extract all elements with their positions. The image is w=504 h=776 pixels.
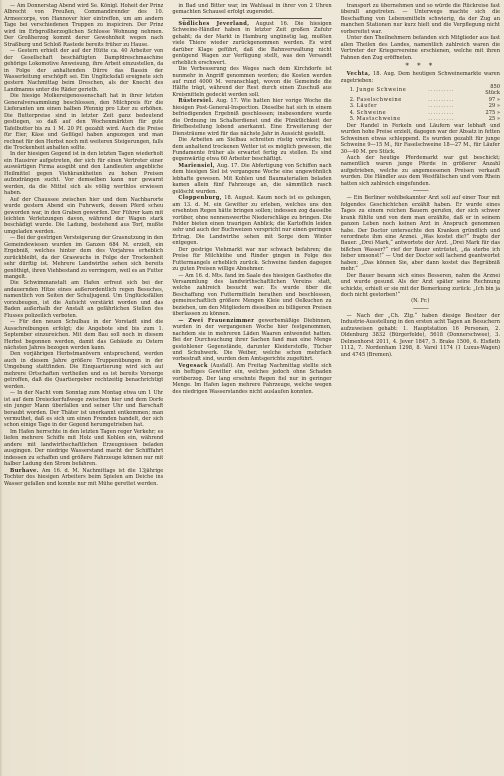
article-with-dateline: [341, 71, 500, 84]
article-text: (Ausfall). Am Freitag Nachmittag stellte sich ein heftiges Gewitter ein, welches jedoch ohne Schaden vorüberzog. Der lang ersehnte Regen fiel nur in geringer Menge. Im Hafen lagen mehrere Fahrzeuge, welche wegen des niedrigen Wasserstandes nicht auslaufen konnten.: [172, 362, 332, 395]
dateline: Rüstersiel.: [178, 98, 214, 105]
section-rule: [182, 18, 321, 19]
column-right: [341, 3, 500, 774]
article-paragraph: — Für den neuen Schulbau in der Vorstadt sind die Ausschreibungen erfolgt; die Angebote sind bis zum 1. September einzureichen. Mit dem Bau soll noch in diesem Herbst begonnen werden, damit das Gebäude zu Ostern nächsten Jahres bezogen werden kann.: [4, 319, 164, 352]
article-paragraph: Auf der Chaussee zwischen hier und dem Nachbarorte wurde gestern Abend ein Fuhrwerk, dessen Pferd scheu geworden war, in den Graben geworfen. Der Führer kam mit leichten Verletzungen davon, während der Wagen stark beschädigt wurde. Die Ladung, bestehend aus Torf, mußte umgeladen werden.: [4, 196, 164, 235]
article-paragraph: Der Handel in Ferkeln und Läufern war lebhaft und wurden hohe Preise erzielt, dagegen war der Absatz in fetten Schweinen etwas schleppend. Es wurden gezahlt für junge Schweine 9—15 M., für Faselschweine 18—27 M., für Läufer 30—40 M. pro Stück.: [340, 122, 500, 155]
row-count: 275 »: [485, 109, 500, 116]
article-paragraph: — Gestern erhielt der auf der Hütte ca. 40 Arbeiter von der Gesellschaft beschäftigten Dampfdreschmaschine gehörige Lokomotive Anweisung, ihre Arbeit einzustellen, da in Folge der anhaltenden Dürre das Bassin der Wasserleitung erschöpft sei. Ein Unglücksfall ereignete sich gestern Nachmittag beim Dreschen, als der Knecht des Landmanns unter die Räder gerieth.: [4, 48, 164, 93]
article-text: Am 16. d. M. Nachmittags ist die 13jährige Tochter des hiesigen Arbeiters beim Spielen am Deiche ins Wasser gefallen und konnte nur mit Mühe gerettet werden.: [4, 467, 164, 487]
article-with-dateline: [172, 363, 331, 395]
article-paragraph: — Am Donnerstag Abend wird Se. Königl. Hoheit der Prinz Albrecht von Preußen, Commandirender des 10. Armeecorps, von Hannover hier eintreffen, um am andern Tage bei verschiedenen Truppen zu inspiciren. Der Prinz wird im Erbgroßherzoglichen Schlosse Wohnung nehmen. Der Großherzog kommt derer Gewohnheit wegen nach Straßburg und Schloß Rastede bereits früher zu Hause.: [4, 3, 164, 48]
dateline: Vegesack: [178, 362, 208, 369]
article-with-dateline: [172, 163, 331, 195]
article-text: 18. August. Kaum noch ist es gelungen, am 13. d. M. ein Gewitter zu erleben, welches uns den ersehnten Regen hätte bringen sollen; indessen zog dasselbe vorüber, ohne nennenswerthe Niederschläge zu bringen. Die Felder bieten einen traurigen Anblick; die Kartoffeln leiden sehr und auch der Buchweizen verspricht nur einen geringen Ertrag. Die Landwirthe sehen mit Sorge dem Winter entgegen.: [172, 195, 332, 247]
columns: [4, 3, 500, 774]
row-dots: ..........: [428, 109, 455, 116]
asterism-separator: * * *: [405, 62, 436, 71]
article-paragraph: Die Arbeiten am Sielbau schreiten rüstig vorwärts; bei dem anhaltend trockenen Wetter ist es möglich gewesen, die Fundamente früher als erwartet fertig zu stellen. Es sind gegenwärtig etwa 60 Arbeiter beschäftigt.: [172, 137, 332, 163]
article-text: Aug. 17. Die Abfertigung von Schiffen nach dem hiesigen Siel ist vergangene Woche eine ungewöhnlich lebhafte gewesen. Mit Kohlen und Baumaterialien beladen kamen allein fünf Fahrzeuge an, die sämmtlich rasch gelöscht wurden.: [172, 162, 332, 195]
dateline: Vechta,: [346, 71, 371, 78]
source-attribution: (N. Fr.): [411, 298, 430, 305]
row-number: 2.: [349, 96, 355, 103]
row-number: 1.: [349, 87, 355, 94]
article-paragraph: In der hiesigen Gegend ist in den letzten Tagen wiederholt ein Hausirer aufgetreten, der sich für einen Vertreter einer auswärtigen Firma ausgibt und den Landleuten angebliche Heilmittel gegen Viehkrankheiten zu hohen Preisen aufzudrängen sucht. Vor demselben kann nur gewarnt werden, da die Mittel sich als völlig werthlos erwiesen haben.: [4, 151, 164, 197]
row-dots: ..........: [428, 87, 455, 94]
column-middle: [172, 3, 331, 774]
row-category: Faselschweine: [356, 96, 402, 103]
article-paragraph: — Am 16. d. Mts. fand im Saale des hiesigen Gasthofes die Versammlung des landwirthschaftlichen Vereins statt, welche zahlreich besucht war. Es wurde über die Beschaffung von Futtermitteln berathen und beschlossen, gemeinschaftlich größere Mengen Kleie und Oelkuchen zu beziehen, um den Mitgliedern dieselben zu billigeren Preisen überlassen zu können.: [172, 272, 332, 318]
article-with-dateline: [4, 468, 163, 487]
article-paragraph: — Ein Berliner wohlbekannter Arzt soll auf einer Tour mit folgendes Geschichtchen erzählt haben. Er wurde eines Tages zu einem reichen Bauern gerufen, der sich schwer krank fühlte und von dem man erzählte, daß er in seinem ganzen Leben noch keinen Arzt in Anspruch genommen habe. Der Doctor untersuchte den Kranken gründlich und verordnete ihm eine Arznei. „Was kostet die?“ fragte der Bauer. „Drei Mark,“ antwortete der Arzt. „Drei Mark für das bißchen Wasser?“ rief der Bauer entrüstet, „da sterbe ich lieber umsonst!“ — Und der Doctor soll lachend geantwortet haben: „Das können Sie, aber dann kostet das Begräbniß mehr.“: [340, 195, 500, 273]
article-paragraph: Der Bauer besann sich eines Besseren, nahm die Arznei und wurde gesund. Als der Arzt später seine Rechnung schickte, erhielt er sie mit der Bemerkung zurück: „Ich bin ja doch nicht gestorben!“: [340, 272, 500, 299]
article-text: 18. Aug. Dem heutigen Schweinemarkte waren zugetrieben:: [340, 71, 500, 84]
row-count: 850 Stück: [485, 83, 500, 97]
article-with-dateline: [172, 21, 331, 66]
article-paragraph: Die Schwimmanstalt am Hafen erfreut sich bei der andauernden Hitze eines außerordentlich regen Besuches, namentlich von Seiten der Schuljugend. Um Unglücksfällen vorzubeugen, ist die Aufsicht verstärkt worden und das Baden außerhalb der Anstalt an gefährlichen Stellen des Flusses polizeilich verboten.: [4, 280, 164, 319]
article-text: August 16. Die hiesigen Schweine-Händler haben in letzter Zeit großen Zufuhr gehabt; da der Markt in Hamburg ungünstig lag, mußten viele Thiere wieder zurückgenommen werden. Es wird darüber Klage geführt, daß die Bahnverwaltung nicht genügend Wagen zur Verfügung stellt, was den Versandt erheblich erschwert.: [172, 20, 332, 66]
market-table: [341, 84, 500, 123]
article-paragraph: Die hiesige Molkereigenossenschaft hat in ihrer letzten Generalversammlung beschlossen, den Milchpreis für die Lieferanten um einen halben Pfennig pro Liter zu erhöhen. Die Butterpreise sind in letzter Zeit ganz bedeutend gestiegen, so daß auf den Wochenmärkten für gute Tafelbutter bis zu 1 M. 20 Pf. gezahlt wird. Auch die Preise für Eier, Käse und Geflügel haben angezogen und man rechnet für den Herbst noch mit weiteren Steigerungen, falls die Trockenheit anhalten sollte.: [4, 93, 164, 151]
row-number: 3.: [349, 103, 355, 110]
article-paragraph: Der gestrige Viehmarkt war nur schwach befahren; die Preise für Milchkühe und Rinder gingen in Folge des Futtermangels erheblich zurück. Schweine fanden dagegen zu guten Preisen willige Abnehmer.: [172, 246, 332, 273]
row-number: 4.: [349, 109, 355, 116]
row-dots: ..........: [428, 116, 455, 123]
row-dots: ..........: [428, 96, 455, 103]
row-count: 97 »: [488, 96, 500, 103]
dateline: Südliches Jeverland,: [178, 20, 250, 27]
article-paragraph: transport zu übernehmen und so würde die Rückreise fast überall angetreten. — Unterwegs machte sich die Beschaffung von Lebensmitteln schwierig, da der Zug an manchen Stationen nur kurz hielt und die Verpflegung nicht vorbereitet war.: [340, 3, 500, 35]
article-paragraph: — Nach der „Ch. Ztg.“ haben diesige Besitzer der Industrie-Ausstellung in den ersten acht Tagen an Besuchern aufzuweisen gehabt: 1. Hauptstation 16 Personen, 2. Oldenburg 3832 (Bürgerfelde), 5618 (Donnerschwee), 3. Delmenhorst 2011, 4. Jever 1847, 5. Brake 1506, 6. Elsfleth 1112, 7. Nordenham 1298, 8. Varel 1174 (1 Luxus-Wagen) und 4745 (Bremen).: [340, 312, 500, 358]
row-count: 25 »: [488, 116, 500, 123]
article-with-dateline: [172, 98, 331, 137]
article-paragraph: Auch der heutige Pferdemarkt war gut beschickt; namentlich waren junge Pferde in größerer Anzahl aufgetrieben, welche zu angemessenen Preisen verkauft wurden. Die Händler aus dem Westfälischen und vom Rhein hatten sich zahlreich eingefunden.: [340, 154, 500, 187]
row-dots: ..........: [428, 103, 455, 110]
dateline: Cloppenburg,: [178, 195, 222, 202]
dash-separator: ———: [412, 304, 428, 312]
row-number: 5.: [349, 116, 355, 123]
article-paragraph: Unter den Theilnehmern befanden sich Mitglieder aus fast allen Theilen des Landes, namentlich zahlreich waren die Vertreter der Kriegervereine erschienen, welche mit ihren Fahnen den Zug eröffneten.: [340, 35, 500, 61]
row-category: Läufer: [356, 103, 378, 110]
article-paragraph: Im Hafen herrschte in den letzten Tagen reger Verkehr; es liefen mehrere Schiffe mit Holz und Kohlen ein, während andere mit landwirthschaftlichen Erzeugnissen beladen ausgingen. Der niedrige Wasserstand macht der Schifffahrt indessen zu schaffen und größere Fahrzeuge können nur mit halber Ladung den Strom befahren.: [4, 428, 164, 468]
article-with-dateline: [172, 195, 331, 247]
dash-separator: ———: [412, 187, 428, 195]
dateline: — Zwei Frauenzimmer: [178, 317, 255, 324]
article-paragraph: Den vorjährigen Herbstmanövern entsprechend, werden auch in diesem Jahre größere Truppenübungen in der Umgebung stattfinden. Die Einquartierung wird sich auf mehrere Ortschaften vertheilen und es ist bereits Vorsorge getroffen, daß die Quartiergeber rechtzeitig benachrichtigt werden.: [4, 351, 164, 390]
article-paragraph: — In der Nacht vom Sonntag zum Montag etwa um 1 Uhr ist auf dem Dreieckerfußwege zwischen hier und dem Dorfe ein junger Mann überfallen und seiner Uhr und Barschaft beraubt worden. Der Thäter ist unerkannt entkommen; man vermuthet, daß es sich um einen Fremden handelt, der sich schon einige Tage in der Gegend herumgetrieben hat.: [4, 390, 164, 429]
article-paragraph: in Bad und Bitter war, im Wahlsaal in ihrer von 2 Uhren gemachten Schausel erfolgt zugeredet.: [172, 3, 332, 16]
article-paragraph: — Bei der gestrigen Versteigerung der Grasnutzung in den Gemeindewiesen wurden im Ganzen 684 M. erzielt, ein Ergebniß, welches hinter dem des Vorjahres erheblich zurückbleibt, da der Graswuchs in Folge der Trockenheit sehr dürftig ist. Mehrere Landwirthe sehen sich bereits genöthigt, ihren Viehbestand zu verringern, weil es an Futter mangelt.: [4, 235, 164, 281]
row-category: Junge Schweine: [356, 87, 407, 94]
page-edge-shadow: [0, 0, 3, 776]
dateline: Burhave.: [10, 467, 39, 474]
article-text: gewerbsmäßige Diebinnen, wurden in der vergangenen Woche hier festgenommen, nachdem sie in mehreren Läden Waaren entwendet hatten. Bei der Durchsuchung ihrer Sachen fand man eine Menge gestohlener Gegenstände, darunter Kleiderstoffe, Tücher und Schuhwerk. Die Weiber, welche schon mehrfach vorbestraft sind, wurden dem Amtsgerichte zugeführt.: [172, 317, 332, 363]
article-text: Aug. 17. Wie hatten hier vorige Woche die hiesigen Post-General-Inspection. Dieselbe hat sich in einem befriedigenden Ergebniß geschlossen; insbesondere wurde die Ordnung im Schalterdienst und die Pünktlichkeit der Briefbestellung lobend anerkannt. Eine Erweiterung der Diensträume wird für das nächste Jahr in Aussicht gestellt.: [172, 98, 332, 137]
row-count: 29 »: [488, 103, 500, 110]
row-category: Schweine: [356, 109, 387, 116]
column-left: [4, 3, 163, 774]
market-row: [341, 84, 500, 97]
article-with-dateline: [172, 318, 331, 363]
row-category: Mastschweine: [356, 116, 401, 123]
article-paragraph: Die Verbesserung des Weges nach dem Kirchdorfe ist nunmehr in Angriff genommen worden; die Kosten werden auf rund 4000 M. veranschlagt, wovon die Gemeinde die Hälfte trägt, während der Rest durch einen Zuschuß aus Kreismitteln gedeckt werden soll.: [172, 66, 332, 98]
dateline: Mariensiel,: [178, 162, 215, 169]
